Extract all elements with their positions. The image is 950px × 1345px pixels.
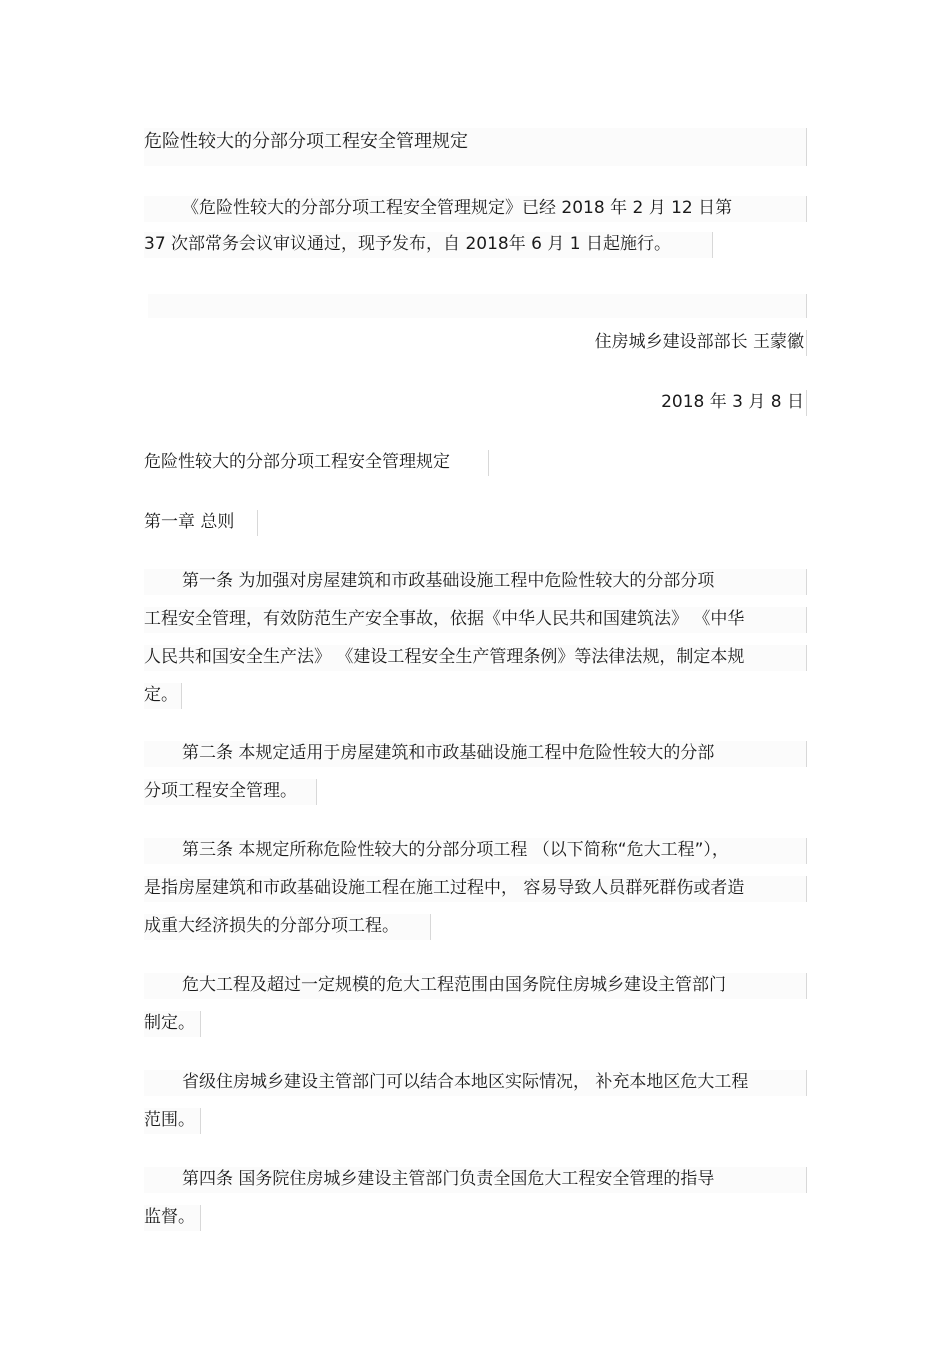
article-1-line-4: 定。 [144, 685, 178, 705]
article-1-line-3-block [144, 645, 807, 671]
article-3-line-1: 第三条 本规定所称危险性较大的分部分项工程 （以下简称“危大工程”）， [182, 840, 729, 860]
scope-line-2: 制定。 [144, 1013, 195, 1033]
blank-band [148, 294, 807, 318]
article-4-line-2-block [144, 1205, 201, 1231]
page-title: 危险性较大的分部分项工程安全管理规定 [144, 131, 468, 152]
signature-date: 2018 年 3 月 8 日 [661, 392, 804, 412]
provincial-line-2: 范围。 [144, 1110, 195, 1130]
scope-line-1-block [144, 973, 807, 999]
article-3-line-3: 成重大经济损失的分部分项工程。 [144, 916, 399, 936]
decree-line-2: 37 次部常务会议审议通过，现予发布，自 2018年 6 月 1 日起施行。 [144, 234, 671, 254]
article-3-line-1-block [144, 838, 807, 864]
article-2-line-2-block [144, 779, 317, 805]
article-2-line-1: 第二条 本规定适用于房屋建筑和市政基础设施工程中危险性较大的分部 [182, 743, 715, 763]
article-4-line-1-block [144, 1167, 807, 1193]
article-3-line-3-block [144, 914, 431, 940]
provincial-line-1-block [144, 1070, 807, 1096]
article-3-line-2-block [144, 876, 807, 902]
scope-line-1: 危大工程及超过一定规模的危大工程范围由国务院住房城乡建设主管部门 [182, 975, 726, 995]
document-title-block [144, 450, 489, 476]
article-4-line-1: 第四条 国务院住房城乡建设主管部门负责全国危大工程安全管理的指导 [182, 1169, 715, 1189]
provincial-line-2-block [144, 1108, 201, 1134]
article-1-line-4-block [144, 683, 182, 709]
signature-name: 住房城乡建设部部长 王蒙徽 [594, 332, 804, 352]
article-2-line-1-block [144, 741, 807, 767]
article-2-line-2: 分项工程安全管理。 [144, 781, 297, 801]
provincial-line-1: 省级住房城乡建设主管部门可以结合本地区实际情况， 补充本地区危大工程 [182, 1072, 749, 1092]
article-1-line-1-block [144, 569, 807, 595]
article-4-line-2: 监督。 [144, 1207, 195, 1227]
chapter-heading-block [144, 510, 258, 536]
chapter-heading: 第一章 总则 [144, 512, 235, 532]
article-1-line-1: 第一条 为加强对房屋建筑和市政基础设施工程中危险性较大的分部分项 [182, 571, 715, 591]
scope-line-2-block [144, 1011, 201, 1037]
article-3-line-2: 是指房屋建筑和市政基础设施工程在施工过程中， 容易导致人员群死群伤或者造 [144, 878, 745, 898]
document-title: 危险性较大的分部分项工程安全管理规定 [144, 452, 450, 472]
article-1-line-3: 人民共和国安全生产法》 《建设工程安全生产管理条例》等法律法规，制定本规 [144, 647, 745, 667]
article-1-line-2: 工程安全管理，有效防范生产安全事故，依据《中华人民共和国建筑法》 《中华 [144, 609, 745, 629]
header-title-block [144, 128, 807, 166]
decree-line-2-block [144, 232, 713, 258]
article-1-line-2-block [144, 607, 807, 633]
signature-date-block [640, 390, 807, 416]
signature-name-block [540, 330, 807, 356]
decree-line-1: 《危险性较大的分部分项工程安全管理规定》已经 2018 年 2 月 12 日第 [182, 198, 733, 218]
decree-line-1-block [144, 196, 807, 222]
